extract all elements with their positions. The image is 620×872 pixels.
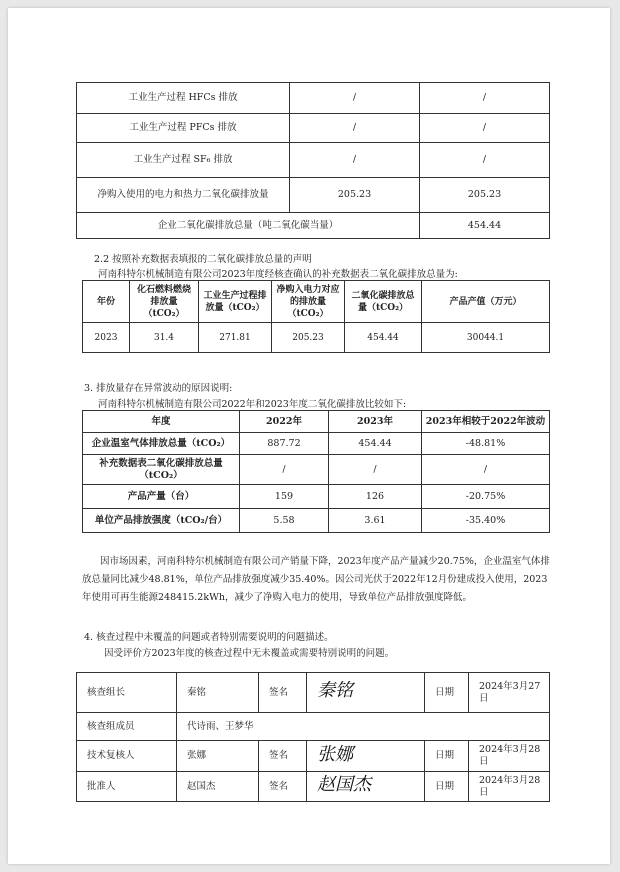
cell-2022: / (290, 83, 420, 114)
cell-2023: 3.61 (329, 509, 422, 533)
cell-2023: / (420, 83, 550, 114)
signoff-row-approver (77, 772, 550, 802)
cell-change: -20.75% (422, 485, 550, 509)
total-value: 454.44 (420, 213, 550, 239)
role-approver: 批准人 (77, 772, 177, 802)
cell-2022: / (290, 114, 420, 143)
table-total-row (77, 213, 550, 239)
cell-change: / (422, 455, 550, 485)
row-label: 净购入使用的电力和热力二氧化碳排放量 (77, 178, 290, 213)
table-row (77, 83, 550, 114)
cell-2022: 205.23 (290, 178, 420, 213)
signoff-table (76, 672, 550, 802)
emissions-table (76, 82, 550, 239)
date-reviewer: 2024年3月28日 (469, 741, 550, 772)
name-approver: 赵国杰 (177, 772, 259, 802)
section-4-heading: 4. 核查过程中未覆盖的问题或者特别需要说明的问题描述。 (84, 632, 334, 643)
total-label: 企业二氧化碳排放总量（吨二氧化碳当量） (77, 213, 420, 239)
signature-approver (307, 772, 425, 802)
cell-2022: / (290, 143, 420, 178)
table-row (77, 178, 550, 213)
name-leader: 秦铭 (177, 673, 259, 713)
date-label: 日期 (425, 772, 469, 802)
header-total: 二氧化碳排放总量（tCO₂） (345, 281, 422, 323)
table-header-row (83, 411, 550, 433)
table-row (83, 323, 550, 353)
section-2-2-heading: 2.2 按照补充数据表填报的二氧化碳排放总量的声明 (94, 254, 312, 265)
row-label: 产品产量（台） (83, 485, 240, 509)
cell-2023: 205.23 (420, 178, 550, 213)
header-year: 年度 (83, 411, 240, 433)
supplementary-data-table (82, 280, 550, 353)
signature-reviewer-image: 张娜 (317, 743, 353, 765)
header-fossil: 化石燃料燃烧排放量（tCO₂） (130, 281, 199, 323)
header-year: 年份 (83, 281, 130, 323)
document-page (8, 8, 610, 864)
cell-2023: 126 (329, 485, 422, 509)
date-approver: 2024年3月28日 (469, 772, 550, 802)
table-header-row (83, 281, 550, 323)
table-row (77, 143, 550, 178)
header-2023: 2023年 (329, 411, 422, 433)
signature-leader (307, 673, 425, 713)
cell-2022: 159 (240, 485, 329, 509)
comparison-table (82, 410, 550, 533)
row-label: 工业生产过程 SF₆ 排放 (77, 143, 290, 178)
row-label: 单位产品排放强度（tCO₂/台） (83, 509, 240, 533)
signoff-row-reviewer (77, 741, 550, 772)
row-label: 企业温室气体排放总量（tCO₂） (83, 433, 240, 455)
cell-2022: 5.58 (240, 509, 329, 533)
date-leader: 2024年3月27日 (469, 673, 550, 713)
cell-2023: / (420, 114, 550, 143)
date-label: 日期 (425, 673, 469, 713)
header-process: 工业生产过程排放量（tCO₂） (199, 281, 272, 323)
cell-2022: 887.72 (240, 433, 329, 455)
cell-2023: / (329, 455, 422, 485)
section-4-text: 因受评价方2023年度的核查过程中无未覆盖或需要特别说明的问题。 (104, 648, 395, 659)
cell-2023: 454.44 (329, 433, 422, 455)
role-reviewer: 技术复核人 (77, 741, 177, 772)
cell-total: 454.44 (345, 323, 422, 353)
row-label: 补充数据表二氧化碳排放总量（tCO₂） (83, 455, 240, 485)
cell-change: -48.81% (422, 433, 550, 455)
header-change: 2023年相较于2022年波动 (422, 411, 550, 433)
table-row (77, 114, 550, 143)
row-label: 工业生产过程 HFCs 排放 (77, 83, 290, 114)
cell-electricity: 205.23 (272, 323, 345, 353)
role-members: 核查组成员 (77, 713, 177, 741)
role-leader: 核查组长 (77, 673, 177, 713)
section-3-heading: 3. 排放量存在异常波动的原因说明: (84, 383, 233, 394)
cell-output-value: 30044.1 (422, 323, 550, 353)
sign-label: 签名 (259, 673, 307, 713)
fluctuation-explanation: 因市场因素，河南科特尔机械制造有限公司产销量下降，2023年度产品产量减少20.75%，企业温室气体排放总量同比减少48.81%，单位产品排放强度减少35.40%。因公司光伏于2022年12月份建成投入使用，2023年使用可再生能源248415.2kWh，减少了净购入电力的使用，导致单位产品排放强度降低。 (82, 556, 550, 603)
date-label: 日期 (425, 741, 469, 772)
header-output-value: 产品产值（万元） (422, 281, 550, 323)
table-row (83, 455, 550, 485)
header-electricity: 净购入电力对应的排放量（tCO₂） (272, 281, 345, 323)
section-3-intro: 河南科特尔机械制造有限公司2022年和2023年度二氧化碳排放比较如下: (98, 399, 407, 410)
signature-reviewer (307, 741, 425, 772)
sign-label: 签名 (259, 741, 307, 772)
cell-process: 271.81 (199, 323, 272, 353)
row-label: 工业生产过程 PFCs 排放 (77, 114, 290, 143)
cell-change: -35.40% (422, 509, 550, 533)
cell-2023: / (420, 143, 550, 178)
table-row (83, 433, 550, 455)
name-reviewer: 张娜 (177, 741, 259, 772)
sign-label: 签名 (259, 772, 307, 802)
signature-leader-image: 秦铭 (317, 680, 353, 701)
table-row (83, 509, 550, 533)
cell-fossil: 31.4 (130, 323, 199, 353)
header-2022: 2022年 (240, 411, 329, 433)
table-row (83, 485, 550, 509)
section-2-2-intro: 河南科特尔机械制造有限公司2023年度经核查确认的补充数据表二氧化碳排放总量为: (98, 269, 458, 280)
signature-approver-image: 赵国杰 (317, 774, 371, 795)
signoff-row-members (77, 713, 550, 741)
cell-2022: / (240, 455, 329, 485)
signoff-row-leader (77, 673, 550, 713)
names-members: 代诗雨、王梦华 (177, 713, 550, 741)
cell-year: 2023 (83, 323, 130, 353)
